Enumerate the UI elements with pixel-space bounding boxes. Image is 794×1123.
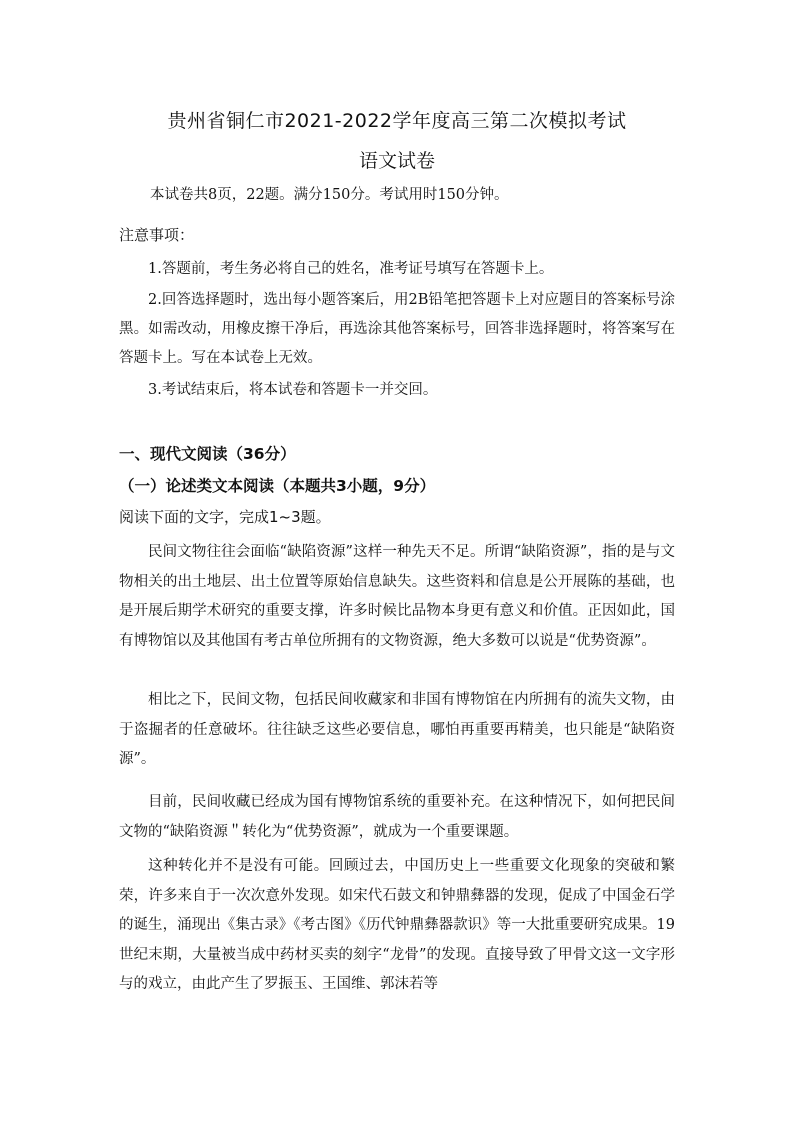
notice-item-1: 1.答题前，考生务必将自己的姓名，准考证号填写在答题卡上。 [148,261,554,277]
exam-subtitle: 语文试卷 [358,150,435,172]
passage-paragraph: 民间文物往往会面临“缺陷资源”这样一种先天不足。所谓“缺陷资源”，指的是与文物相关的出土地层、出土位置等原始信息缺失。这些资料和信息是公开展陈的基础，也是开展后期学术研究的重要支撑，许多时候比品物本身更有意义和价值。正因如此，国有博物馆以及其他国有考古单位所拥有的文物资源，绝大多数可以说是“优势资源”。 [119,544,675,649]
passage-paragraph: 这种转化并不是没有可能。回顾过去，中国历史上一些重要文化现象的突破和繁荣，许多来自于一次次意外发现。如宋代石鼓文和钟鼎彝器的发现，促成了中国金石学的诞生，涌现出《集古录》《考古图》《历代钟鼎彝器款识》等一大批重要研究成果。19世纪末期，大量被当成中药材买卖的刻字“龙骨”的发现。直接导致了甲骨文这一文字形与的戏立，由此产生了罗振玉、王国维、郭沫若等 [119,858,675,992]
section-instruction: 阅读下面的文字，完成1~3题。 [119,508,331,526]
exam-intro: 本试卷共8页，22题。满分150分。考试用时150分钟。 [150,187,509,203]
section-subheading: （一）论述类文本阅读（本题共3小题，9分） [119,477,436,495]
notice-heading: 注意事项： [119,226,195,244]
passage-paragraph: 相比之下，民间文物，包括民间收藏家和非国有博物馆在内所拥有的流失文物，由于盗掘者的任意破坏。往往缺乏这些必要信息，哪怕再重要再精美，也只能是“缺陷资源”。 [119,692,675,767]
exam-title: 贵州省铜仁市2021-2022学年度高三第二次模拟考试 [167,110,627,132]
notice-item-3: 3.考试结束后，将本试卷和答题卡一并交回。 [148,382,438,398]
notice-item-2: 2.回答选择题时，选出每小题答案后，用2B铅笔把答题卡上对应题目的答案标号涂黑。如需改动，用橡皮擦干净后，再选涂其他答案标号，回答非选择题时，将答案写在答题卡上。写在本试卷上无效。 [119,292,675,366]
section-heading: 一、现代文阅读（36分） [119,445,296,463]
passage-paragraph: 目前，民间收藏已经成为国有博物馆系统的重要补充。在这种情况下，如何把民间文物的“缺陷资源＂转化为“优势资源”，就成为一个重要课题。 [119,794,675,840]
